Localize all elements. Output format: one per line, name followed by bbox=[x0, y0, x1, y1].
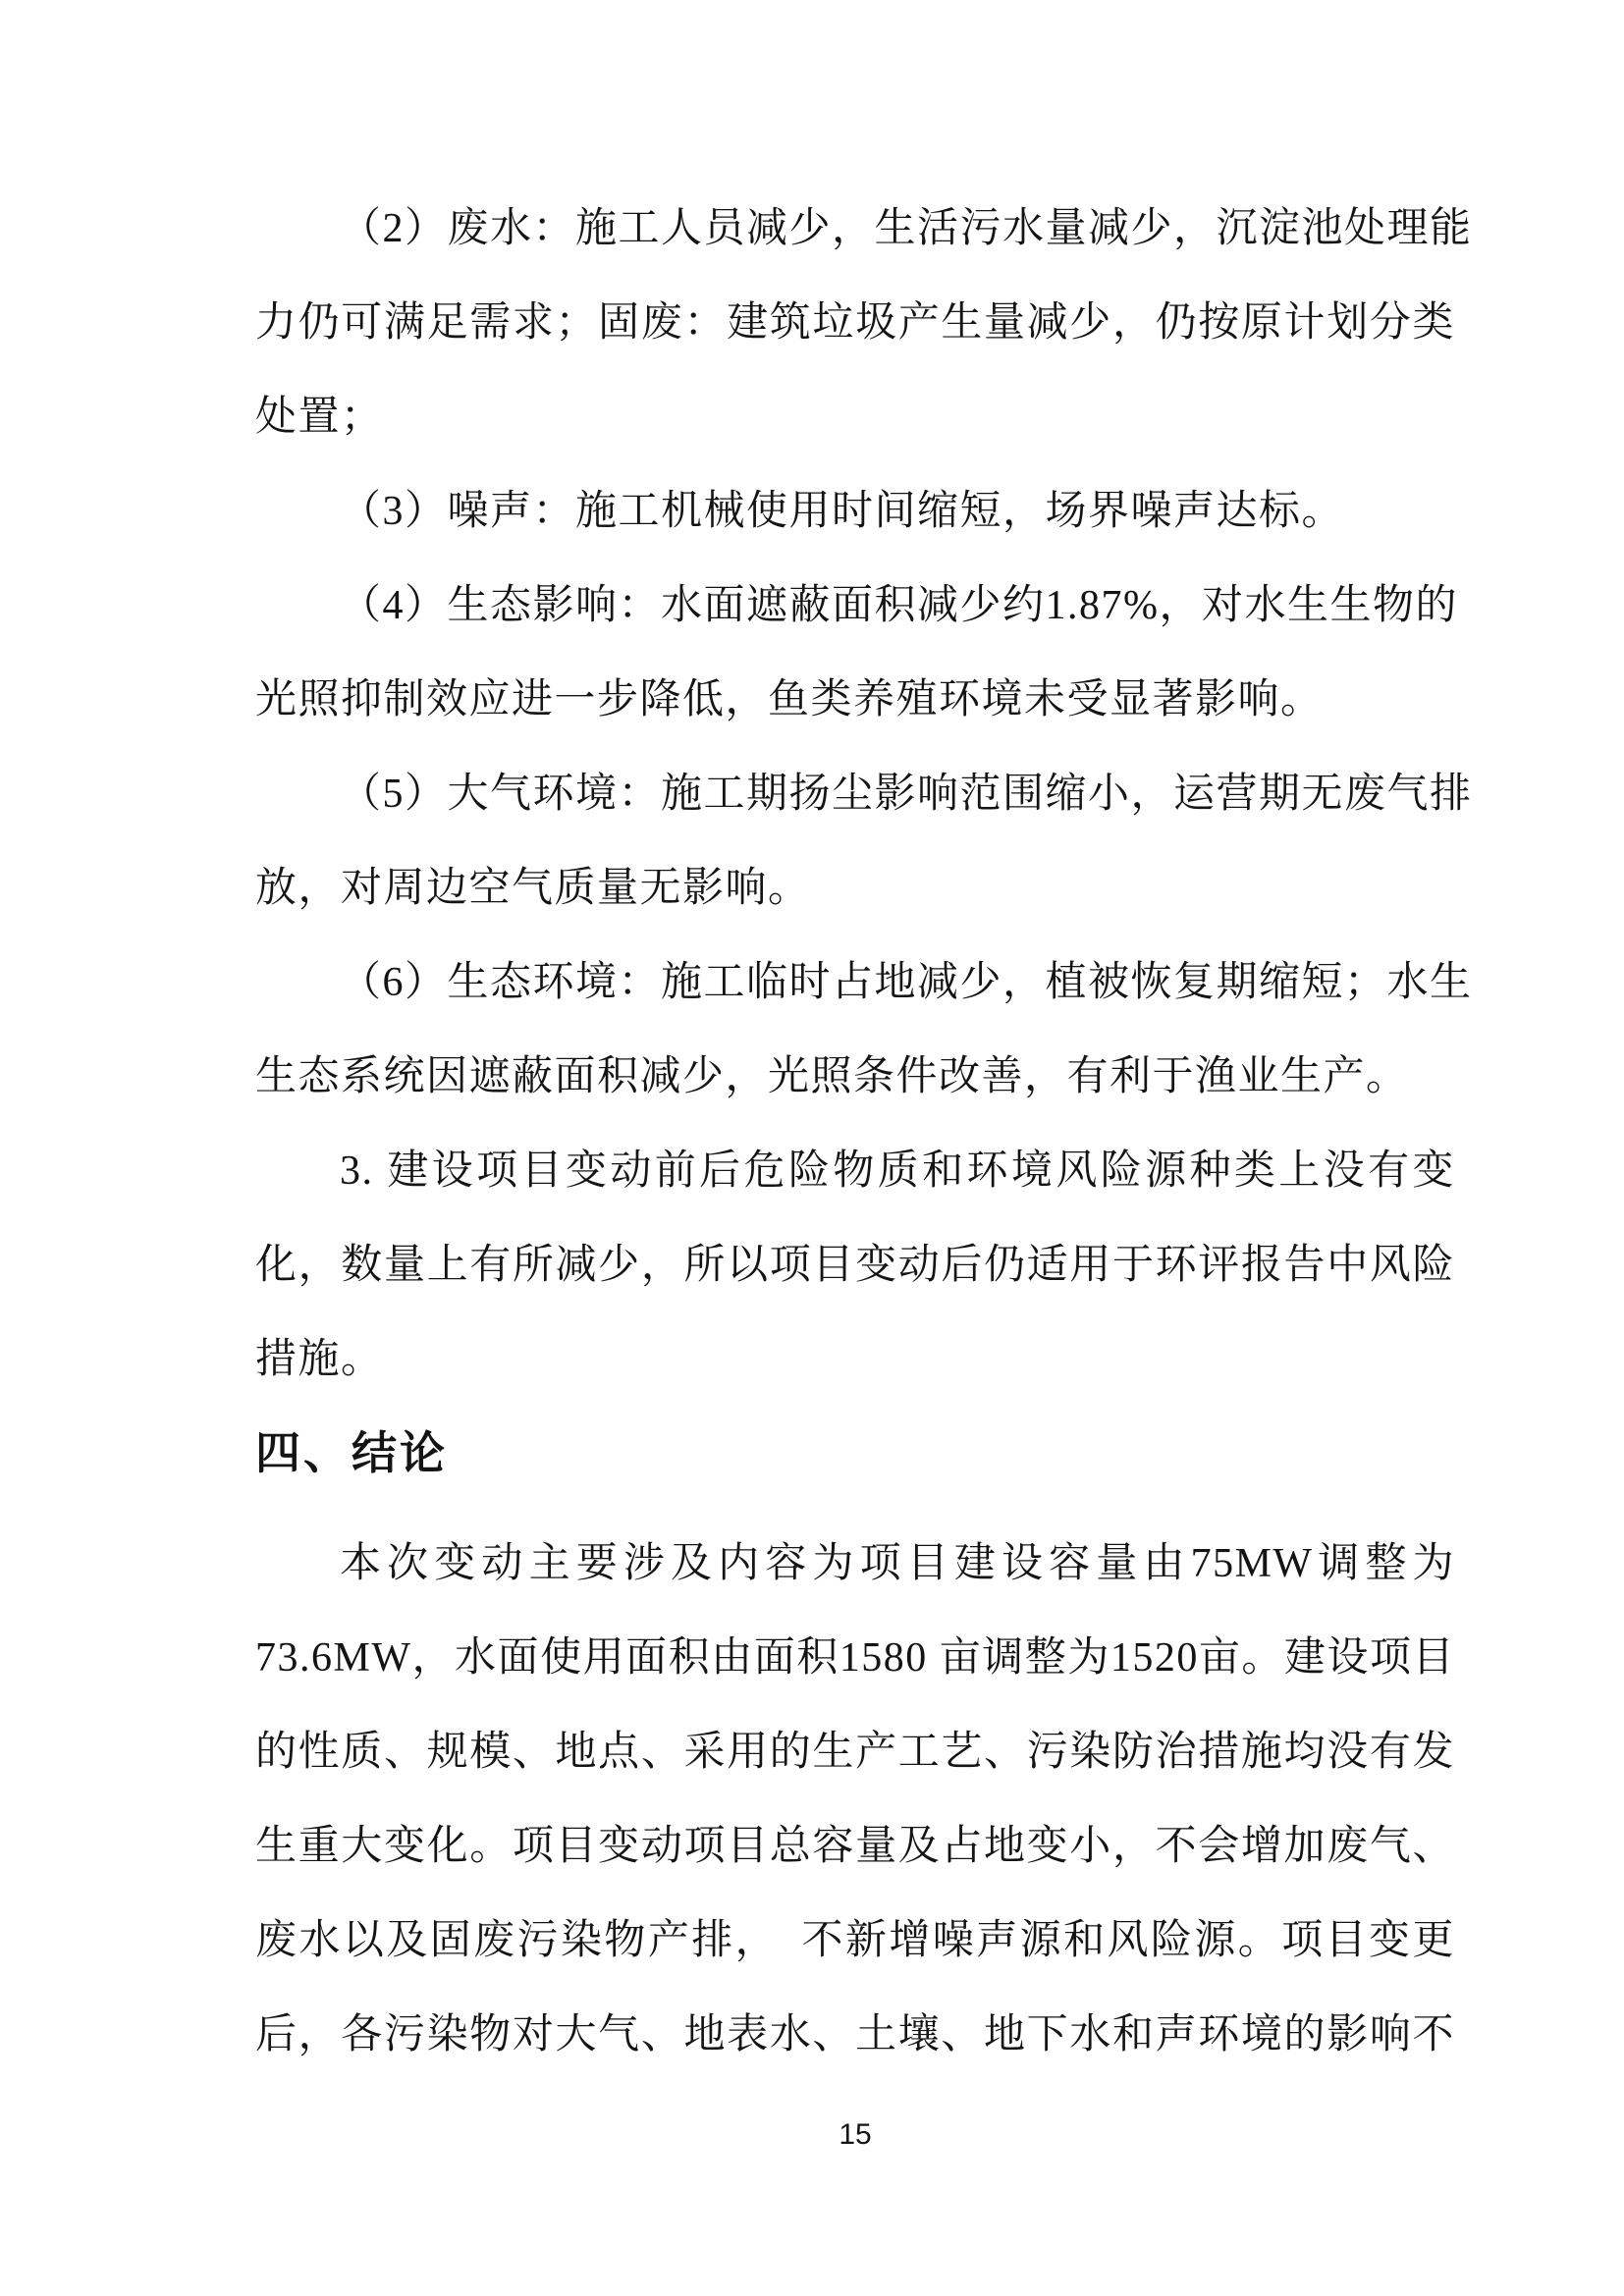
body-line: 73.6MW，水面使用面积由面积1580 亩调整为1520亩。建设项目 bbox=[255, 1635, 1455, 1681]
body-line: 后，各污染物对大气、地表水、土壤、地下水和声环境的影响不 bbox=[255, 2012, 1455, 2057]
body-line: 本次变动主要涉及内容为项目建设容量由75MW调整为 bbox=[340, 1541, 1455, 1586]
page-number: 15 bbox=[839, 2118, 872, 2151]
body-line: 处置； bbox=[255, 395, 384, 440]
body-line: （4）生态影响：水面遮蔽面积减少约1.87%，对水生生物的 bbox=[340, 583, 1458, 628]
body-line: （6）生态环境：施工临时占地减少，植被恢复期缩短；水生 bbox=[340, 960, 1473, 1005]
body-line: 措施。 bbox=[255, 1337, 384, 1382]
body-line: 3. 建设项目变动前后危险物质和环境风险源种类上没有变 bbox=[340, 1148, 1455, 1194]
body-line: （3）噪声：施工机械使用时间缩短，场界噪声达标。 bbox=[340, 489, 1345, 534]
body-line: （2）废水：施工人员减少，生活污水量减少，沉淀池处理能 bbox=[340, 206, 1473, 251]
body-line: 光照抑制效应进一步降低，鱼类养殖环境未受显著影响。 bbox=[255, 677, 1324, 722]
body-line: 废水以及固废污染物产排， 不新增噪声源和风险源。项目变更 bbox=[255, 1918, 1455, 1963]
body-line: （5）大气环境：施工期扬尘影响范围缩小，运营期无废气排 bbox=[340, 772, 1473, 817]
body-line: 生态系统因遮蔽面积减少，光照条件改善，有利于渔业生产。 bbox=[255, 1054, 1409, 1099]
body-line: 的性质、规模、地点、采用的生产工艺、污染防治措施均没有发 bbox=[255, 1730, 1455, 1775]
body-line: 化，数量上有所减少，所以项目变动后仍适用于环评报告中风险 bbox=[255, 1243, 1455, 1288]
body-line: 力仍可满足需求；固废：建筑垃圾产生量减少，仍按原计划分类 bbox=[255, 300, 1455, 346]
section-heading-conclusion: 四、结论 bbox=[255, 1428, 448, 1478]
body-line: 放，对周边空气质量无影响。 bbox=[255, 866, 811, 911]
body-line: 生重大变化。项目变动项目总容量及占地变小，不会增加废气、 bbox=[255, 1824, 1455, 1869]
